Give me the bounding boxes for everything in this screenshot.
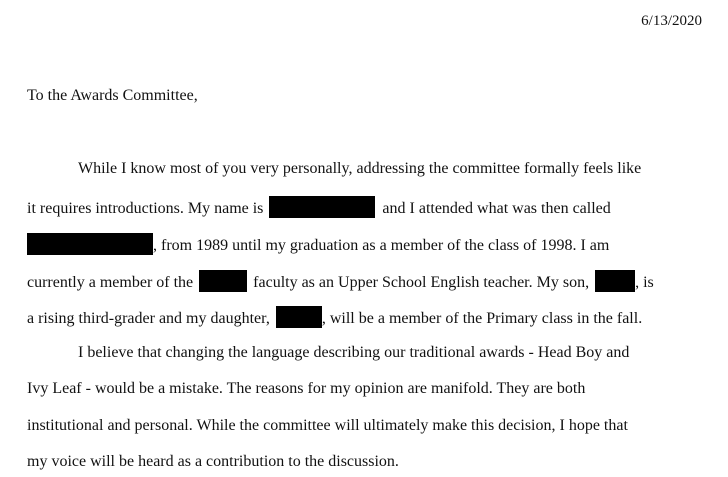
salutation: To the Awards Committee, (27, 87, 198, 104)
paragraph-1-line-4: currently a member of the faculty as an Upper School English teacher. My son, , is (27, 270, 654, 293)
paragraph-1-line-2: it requires introductions. My name is and I attended what was then called (27, 196, 611, 219)
redaction-school-short (199, 270, 247, 292)
paragraph-2-line-2: Ivy Leaf - would be a mistake. The reasons for my opinion are manifold. They are both (27, 380, 586, 397)
paragraph-2-line-1: I believe that changing the language describing our traditional awards - Head Boy and (78, 344, 630, 361)
paragraph-2-line-3: institutional and personal. While the committee will ultimately make this decision, I hope that (27, 417, 628, 434)
paragraph-1-line-1: While I know most of you very personally, addressing the committee formally feels like (78, 160, 642, 177)
redaction-name (269, 196, 375, 218)
paragraph-1-line-5: a rising third-grader and my daughter, , will be a member of the Primary class in the fall. (27, 306, 642, 329)
letter-date: 6/13/2020 (641, 13, 702, 29)
redaction-son-name (595, 270, 635, 292)
paragraph-1-line-3: , from 1989 until my graduation as a member of the class of 1998. I am (27, 233, 609, 256)
paragraph-2-line-4: my voice will be heard as a contribution to the discussion. (27, 453, 399, 470)
redaction-daughter-name (276, 306, 322, 328)
redaction-school (27, 233, 153, 255)
